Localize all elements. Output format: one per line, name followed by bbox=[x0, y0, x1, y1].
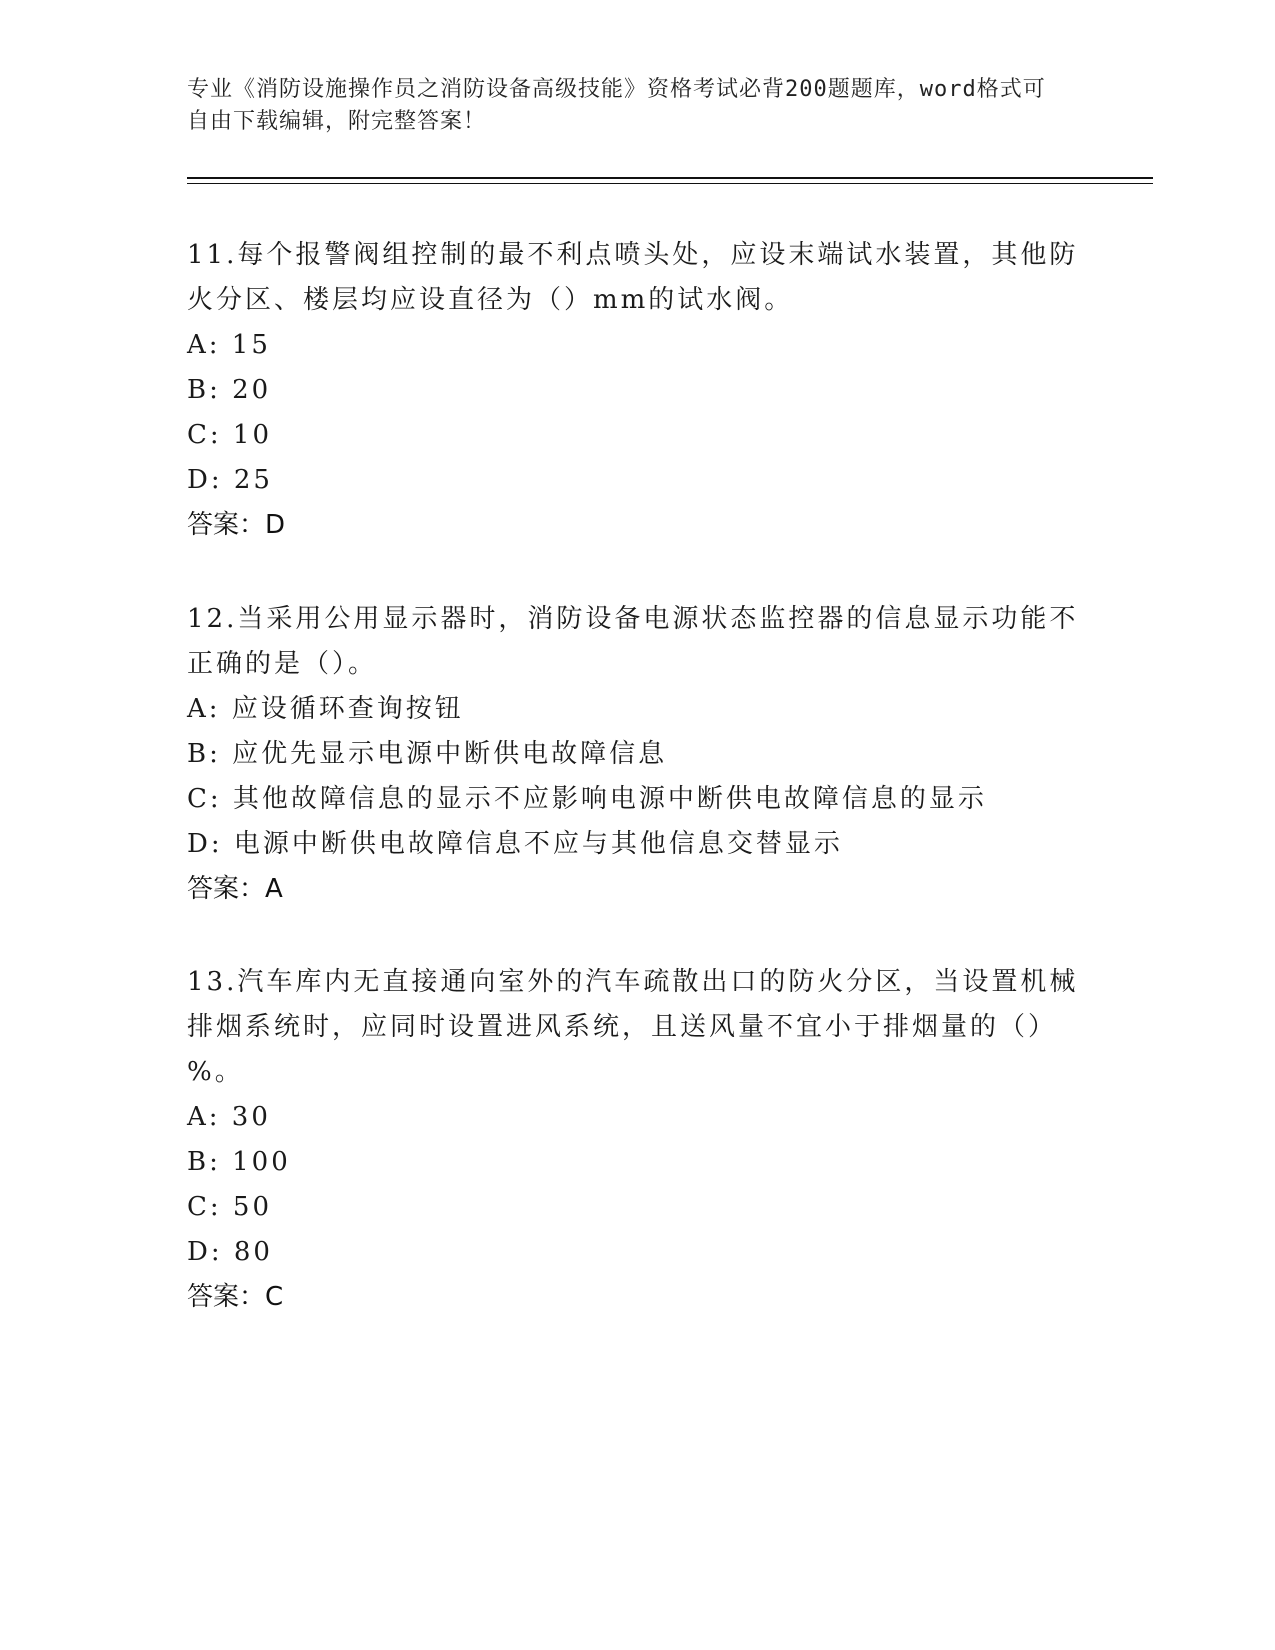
question-stem: 13.汽车库内无直接通向室外的汽车疏散出口的防火分区，当设置机械排烟系统时，应同时设置进风系统，且送风量不宜小于排烟量的（）%。 bbox=[187, 967, 1079, 1087]
option-d: D: 25 bbox=[187, 465, 273, 495]
question-stem: 11.每个报警阀组控制的最不利点喷头处，应设末端试水装置，其他防火分区、楼层均应设直径为（）mm的试水阀。 bbox=[187, 240, 1079, 315]
option-a: A: 15 bbox=[187, 330, 271, 360]
option-c: C: 50 bbox=[187, 1192, 273, 1222]
question-stem: 12.当采用公用显示器时，消防设备电源状态监控器的信息显示功能不正确的是（）。 bbox=[187, 604, 1079, 679]
question-13 bbox=[187, 960, 1087, 1320]
header-divider-thin bbox=[187, 183, 1153, 184]
question-11 bbox=[187, 233, 1087, 548]
answer-line: 答案：C bbox=[187, 1282, 284, 1312]
option-b: B: 应优先显示电源中断供电故障信息 bbox=[187, 739, 668, 769]
question-12 bbox=[187, 597, 1087, 912]
answer-line: 答案：A bbox=[187, 874, 283, 904]
option-c: C: 10 bbox=[187, 420, 273, 450]
option-a: A: 30 bbox=[187, 1102, 271, 1132]
option-c: C: 其他故障信息的显示不应影响电源中断供电故障信息的显示 bbox=[187, 784, 987, 814]
answer-line: 答案：D bbox=[187, 510, 286, 540]
document-header: 专业《消防设施操作员之消防设备高级技能》资格考试必背200题题库，word格式可自由下载编辑，附完整答案！ bbox=[187, 77, 1046, 134]
option-d: D: 电源中断供电故障信息不应与其他信息交替显示 bbox=[187, 829, 843, 859]
option-a: A: 应设循环查询按钮 bbox=[187, 694, 464, 724]
option-b: B: 20 bbox=[187, 375, 272, 405]
option-d: D: 80 bbox=[187, 1237, 273, 1267]
header-divider-thick bbox=[187, 177, 1153, 179]
option-b: B: 100 bbox=[187, 1147, 291, 1177]
